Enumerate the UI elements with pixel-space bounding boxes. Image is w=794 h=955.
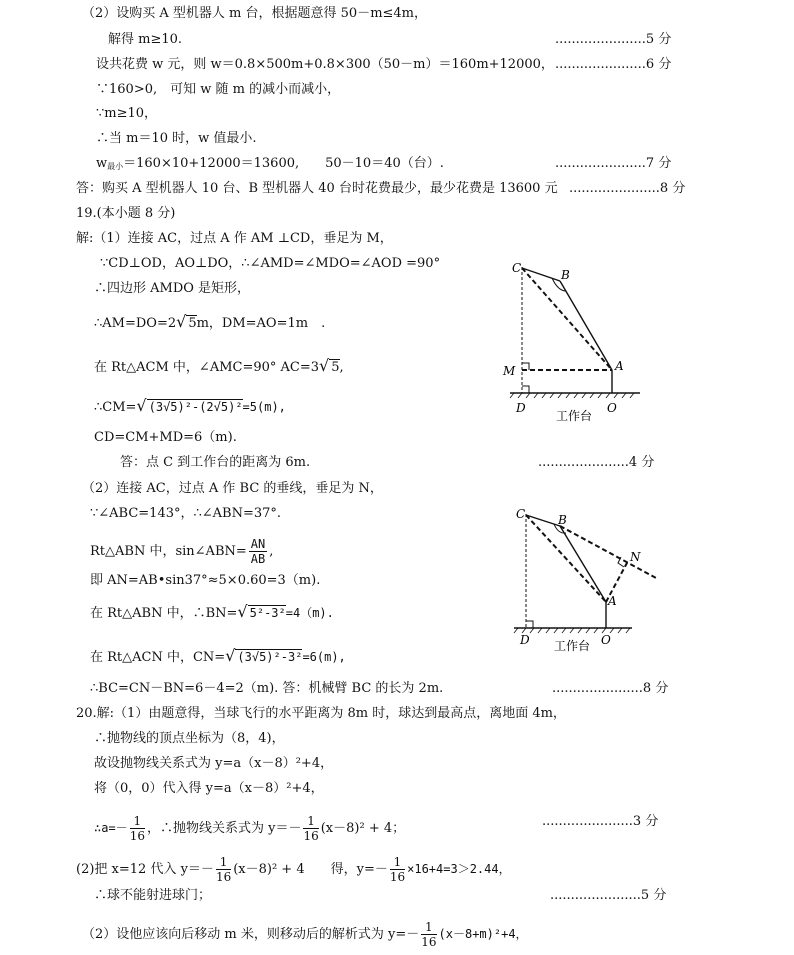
fig2-arm-cb [526,515,560,526]
line-cn: 在 Rt△ACN 中，CN=√ (3√5)²-3²=6(m), [90,646,346,665]
line-w-min-value: $w_{最小}=160\times 10+12000=13600$, 50－10＝40（台）. [96,156,444,171]
line-min-w: ∴当 m＝10 时，w 值最小. [96,131,257,146]
line-an: 即 AN=AB•sin37°≈5×0.60=3（m). [90,573,321,588]
line-bn: 在 Rt△ABN 中，∴BN=√ 5²-3²=4（m). [90,602,334,621]
fig2-hatching [514,628,630,633]
figure-2 [500,500,665,655]
line-cost-w: 设共花费 w 元，则 w＝0.8×500m+0.8×300（50－m）＝160m+12000， [96,57,554,72]
line-answer-18: 答：购买 A 型机器人 10 台、B 型机器人 40 台时花费最少，最少花费是 13600 元 [76,181,558,196]
line-bc: ∴BC=CN－BN=6－4=2（m). 答：机械臂 BC 的长为 2m. [90,681,444,696]
score-3: ......................3 分 [542,814,659,829]
fig2-label-d: D [520,633,530,647]
fig2-label-c: C [516,507,526,521]
fig1-hatching [510,393,634,398]
line-cd: CD=CM+MD=6（m). [94,430,237,445]
fig1-right-angle-m [522,363,529,370]
score-5: ......................5 分 [555,32,672,47]
line-rectangle: ∴四边形 AMDO 是矩形， [94,281,251,296]
fig1-right-angle-d [522,386,529,393]
line-substitute-origin: 将（0，0）代入得 y=a（x－8）²+4， [94,781,324,796]
line-perpendiculars: ∵CD⊥OD，AO⊥DO，∴∠AMD=∠MDO=∠AOD =90° [100,256,441,271]
fig2-caption: 工作台 [554,639,591,653]
fig1-label-o: O [607,401,617,415]
line-assume-parabola: 故设抛物线关系式为 y=a（x－8）²+4， [94,756,334,771]
line-q20: 20.解:（1）由题意得，当球飞行的水平距离为 8m 时，球达到最高点，离地面 4m， [76,706,566,721]
score-7: ......................7 分 [555,156,672,171]
fig1-caption: 工作台 [556,409,593,423]
line-a-value: ∴a=－ $\frac{1}{16}$ ，∴抛物线关系式为 y＝－ $\frac{1}{16}$ (x－8)² + 4； [94,814,406,843]
line-sin-abn: Rt△ABN 中，sin∠ABN= $\frac{AN}{AB}$ , [90,537,274,566]
line-vertex: ∴抛物线的顶点坐标为（8，4)， [94,731,285,746]
line-no-goal: ∴球不能射进球门； [94,888,212,903]
line-q19-part1: 解:（1）连接 AC，过点 A 作 AM ⊥CD，垂足为 M， [76,231,393,246]
score-8: ......................8 分 [569,181,686,196]
fig1-arm-ba [560,281,612,370]
line-substitute-12: (2)把 x=12 代入 y＝－ $\frac{1}{16}$ (x－8)² + 4 得，y=－ $\frac{1}{16}$ ×16+4=3＞2.44， [76,855,511,884]
line-q19-title: 19.(本小题 8 分) [76,206,176,221]
line-part2-setup: （2）设购买 A 型机器人 m 台，根据题意得 50－m≤4m， [82,6,428,21]
fig2-dashed-bn [560,526,656,578]
line-decreasing: ∵160>0, 可知 w 随 m 的减小而减小， [96,82,341,97]
line-cm: ∴CM=√ (3√5)²-(2√5)²=5(m), [94,396,286,415]
fig2-right-angle-d [526,621,533,628]
fig2-label-o: O [601,633,611,647]
line-rt-acm: 在 Rt△ACM 中，∠AMC=90° AC=3√ 5, [94,356,344,375]
line-angle-abc: ∵∠ABC=143°，∴∠ABN=37°. [90,506,282,521]
fig1-label-b: B [561,268,570,282]
fig1-label-c: C [512,261,522,275]
line-q19-part2: （2）连接 AC，过点 A 作 BC 的垂线，垂足为 N， [82,481,383,496]
fig1-label-d: D [516,401,526,415]
fig2-label-b: B [558,513,567,527]
score-6: ......................6 分 [555,57,672,72]
fig2-label-n: N [630,550,641,564]
score-5b: ......................5 分 [550,888,667,903]
figure-1 [500,255,650,425]
fig1-label-a: A [615,359,624,373]
score-8b: ......................8 分 [552,681,669,696]
line-solve-m: 解得 m≥10. [108,32,183,47]
line-m-ge-10: ∵m≥10， [96,106,158,121]
fig1-label-m: M [503,364,516,378]
score-4: ......................4 分 [538,455,655,470]
line-answer-c-distance: 答：点 C 到工作台的距离为 6m. [120,455,311,470]
line-move-back: （2）设他应该向后移动 m 米，则移动后的解析式为 y=－ $\frac{1}{16}$ (x－8+m)²+4， [82,920,528,949]
line-am-do: ∴AM=DO=2√ 5m，DM=AO=1m . [94,312,326,331]
fig1-dashed-ca [522,268,612,370]
fig2-dashed-ca [526,515,606,602]
fig2-label-a: A [608,594,617,608]
